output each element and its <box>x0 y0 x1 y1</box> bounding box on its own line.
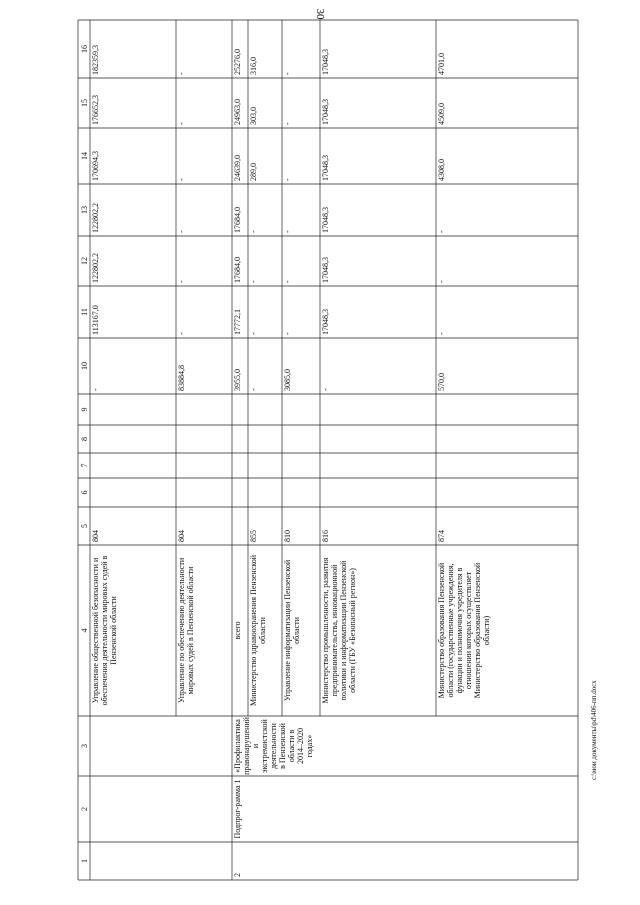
row-0-c11: 113167,0 <box>91 305 100 335</box>
column-number-12: 12 <box>80 257 89 265</box>
row-3-c12: - <box>249 280 258 283</box>
row-2-c16: 25276,0 <box>233 49 242 75</box>
row-2-c3: и <box>251 743 260 749</box>
row-6-c12: - <box>437 280 446 283</box>
row-1-c5: 804 <box>177 530 186 542</box>
row-0-c12: 122802,2 <box>91 253 100 283</box>
row-6-c4: Министерство образования Пензенской <box>473 562 482 699</box>
row-2-c2: Подпрог-рамма 1 <box>233 779 242 839</box>
row-0-c5: 804 <box>91 530 100 542</box>
row-2-c3: 2014–2020 <box>296 728 305 764</box>
row-2-c15: 24963,0 <box>233 99 242 125</box>
row-3-c4: Министерство здравоохранения Пензенской <box>249 554 258 707</box>
row-4-c12: - <box>283 280 292 283</box>
row-0-c16: 182359,3 <box>91 45 100 75</box>
row-3-c10: - <box>249 388 258 391</box>
column-number-6: 6 <box>80 490 89 495</box>
column-number-9: 9 <box>80 407 89 412</box>
row-2-c3: области в <box>287 729 296 763</box>
row-0-c10: - <box>91 388 100 391</box>
row-4-c4: области <box>292 617 301 644</box>
row-1-c10: 83884,8 <box>177 365 186 391</box>
row-0-c4: Управление общественной безопасности и <box>91 557 100 704</box>
column-number-8: 8 <box>80 437 89 441</box>
column-number-5: 5 <box>80 524 89 528</box>
row-5-c14: 17048,3 <box>321 155 330 181</box>
row-4-c5: 810 <box>283 530 292 542</box>
row-0-c15: 176652,3 <box>91 95 100 125</box>
row-2-c3: в Пензенской <box>278 723 287 769</box>
column-number-3: 3 <box>80 744 89 748</box>
row-4-c4: Управление информатизации Пензенской <box>283 559 292 702</box>
column-number-1: 1 <box>80 859 89 863</box>
row-6-c15: 4509,0 <box>437 103 446 125</box>
row-5-c16: 17048,3 <box>321 49 330 75</box>
column-number-7: 7 <box>80 463 89 468</box>
row-2-c11: 17772,1 <box>233 309 242 335</box>
column-number-13: 13 <box>80 206 89 214</box>
row-3-c13: - <box>249 230 258 233</box>
row-1-c12: - <box>177 280 186 283</box>
row-3-c5: 855 <box>249 530 258 542</box>
row-4-c15: - <box>283 122 292 125</box>
row-6-c10: 570,0 <box>437 373 446 391</box>
row-6-c4: Министерство образования Пензенской <box>437 562 446 699</box>
row-6-c16: 4701,0 <box>437 53 446 75</box>
row-2-c3: «Профилактика <box>233 719 242 773</box>
row-5-c4: Министерство промышленности, развития <box>321 557 330 704</box>
row-5-c11: 17048,3 <box>321 309 330 335</box>
row-0-c13: 122802,2 <box>91 203 100 233</box>
row-3-c15: 303,0 <box>249 107 258 125</box>
row-3-c14: 289,0 <box>249 163 258 181</box>
row-3-c16: 316,0 <box>249 57 258 75</box>
column-number-11: 11 <box>80 308 89 316</box>
row-2-c3: экстремистской <box>260 719 269 773</box>
row-5-c12: 17048,3 <box>321 257 330 283</box>
column-number-16: 16 <box>80 45 89 53</box>
row-4-c13: - <box>283 230 292 233</box>
row-6-c11: - <box>437 332 446 335</box>
row-6-c4: области (государственные учреждения, <box>446 563 455 698</box>
row-5-c4: политики и информатизации Пензенской <box>339 560 348 701</box>
row-2-c3: деятельности <box>269 723 278 769</box>
row-1-c16: - <box>177 72 186 75</box>
row-5-c4: области (ГБУ «Безопасный регион») <box>348 568 357 693</box>
row-2-c1: 2 <box>233 873 242 877</box>
row-6-c14: 4308,0 <box>437 159 446 181</box>
row-2-c3: правонарушений <box>242 717 251 775</box>
row-2-c13: 17684,0 <box>233 207 242 233</box>
row-1-c11: - <box>177 332 186 335</box>
row-4-c14: - <box>283 178 292 181</box>
row-4-c11: - <box>283 332 292 335</box>
row-5-c13: 17048,3 <box>321 207 330 233</box>
row-6-c5: 874 <box>437 530 446 542</box>
row-2-c14: 24639,0 <box>233 155 242 181</box>
column-number-15: 15 <box>80 99 89 107</box>
page-number: 30 <box>314 8 326 20</box>
row-2-c4: всего <box>233 621 242 640</box>
row-2-c10: 3955,0 <box>233 369 242 391</box>
row-5-c4: предпринимательства, инновационной <box>330 564 339 697</box>
row-4-c16: - <box>283 72 292 75</box>
column-number-2: 2 <box>80 807 89 811</box>
row-5-c15: 17048,3 <box>321 99 330 125</box>
row-1-c4: мировых судей в Пензенской области <box>186 566 195 695</box>
row-0-c14: 170694,3 <box>91 151 100 181</box>
row-6-c4: отношении которых осуществляет <box>464 571 473 690</box>
row-1-c4: Управление по обеспечению деятельности <box>177 557 186 704</box>
row-1-c14: - <box>177 178 186 181</box>
row-3-c11: - <box>249 332 258 335</box>
row-1-c13: - <box>177 230 186 233</box>
footer-file-path: c:\мои документы\pd\406-пп.docx <box>590 680 598 780</box>
row-0-c4: обеспечения деятельности мировых судей в <box>100 555 109 706</box>
column-number-10: 10 <box>80 362 89 370</box>
row-5-c5: 816 <box>321 530 330 542</box>
row-5-c10: - <box>321 388 330 391</box>
row-2-c3: годах» <box>305 734 314 758</box>
row-2-c12: 17684,0 <box>233 257 242 283</box>
column-number-14: 14 <box>80 152 89 160</box>
row-6-c4: функции и полномочия учредителя в <box>455 567 464 694</box>
row-6-c13: - <box>437 230 446 233</box>
row-1-c15: - <box>177 122 186 125</box>
row-4-c10: 3085,0 <box>283 369 292 391</box>
row-3-c4: области <box>258 617 267 644</box>
row-6-c4: области) <box>482 615 491 646</box>
row-0-c4: Пензенской области <box>109 596 118 665</box>
column-number-4: 4 <box>80 628 89 633</box>
